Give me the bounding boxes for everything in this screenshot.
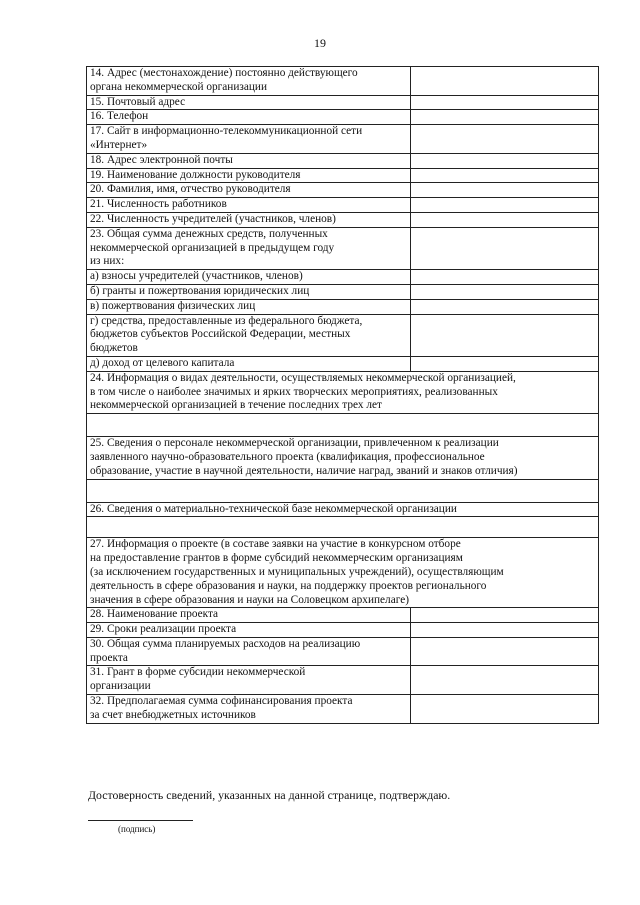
field-value[interactable]	[411, 299, 599, 314]
table-row	[87, 198, 599, 213]
application-form-table	[86, 66, 599, 724]
confirmation-statement: Достоверность сведений, указанных на данной странице, подтверждаю.	[88, 788, 451, 802]
table-row	[87, 95, 599, 110]
table-row	[87, 110, 599, 125]
field-value[interactable]	[411, 110, 599, 125]
field-label: 21. Численность работников	[87, 198, 411, 213]
field-value[interactable]	[411, 608, 599, 623]
field-label: б) гранты и пожертвования юридических лиц	[87, 284, 411, 299]
field-value[interactable]	[411, 270, 599, 285]
field-label: 19. Наименование должности руководителя	[87, 168, 411, 183]
field-label: 32. Предполагаемая сумма софинансирования проекта за счет внебюджетных источников	[87, 695, 411, 724]
field-value[interactable]	[411, 125, 599, 154]
table-row	[87, 371, 599, 413]
section-heading: 27. Информация о проекте (в составе заявки на участие в конкурсном отборе на предоставление грантов в форме субсидий некоммерческим организациям (за исключением государственных и муниципальных учреждений), осуществляющим деятельность в сфере образования и науки, на поддержку проектов регионального значения в сфере образования и науки на Соловецком архипелаге)	[87, 538, 599, 608]
field-value[interactable]	[411, 284, 599, 299]
table-row	[87, 67, 599, 96]
field-label: г) средства, предоставленные из федерального бюджета, бюджетов субъектов Российской Федерации, местных бюджетов	[87, 314, 411, 356]
field-value[interactable]	[411, 183, 599, 198]
field-label: 23. Общая сумма денежных средств, полученных некоммерческой организацией в предыдущем году из них:	[87, 227, 411, 269]
field-value[interactable]	[411, 356, 599, 371]
section-answer-area[interactable]	[87, 414, 599, 437]
field-label: 30. Общая сумма планируемых расходов на реализацию проекта	[87, 637, 411, 666]
section-heading: 26. Сведения о материально-технической базе некоммерческой организации	[87, 502, 599, 517]
section-heading: 25. Сведения о персонале некоммерческой организации, привлеченном к реализации заявленного научно-образовательного проекта (квалификация, профессиональное образование, участие в научной деятельности, наличие наград, званий и знаков отличия)	[87, 437, 599, 479]
field-label: 14. Адрес (местонахождение) постоянно действующего органа некоммерческой организации	[87, 67, 411, 96]
field-value[interactable]	[411, 153, 599, 168]
field-value[interactable]	[411, 95, 599, 110]
field-label: 18. Адрес электронной почты	[87, 153, 411, 168]
table-row	[87, 666, 599, 695]
table-row	[87, 695, 599, 724]
table-row	[87, 538, 599, 608]
field-value[interactable]	[411, 198, 599, 213]
section-heading: 24. Информация о видах деятельности, осуществляемых некоммерческой организацией, в том числе о наиболее значимых и ярких творческих мероприятиях, реализованных некоммерческой организацией в течение последних трех лет	[87, 371, 599, 413]
field-value[interactable]	[411, 168, 599, 183]
signature-line	[88, 820, 193, 821]
table-row	[87, 183, 599, 198]
field-label: а) взносы учредителей (участников, членов)	[87, 270, 411, 285]
field-label: 28. Наименование проекта	[87, 608, 411, 623]
table-row	[87, 637, 599, 666]
field-value[interactable]	[411, 637, 599, 666]
table-row	[87, 356, 599, 371]
field-label: 22. Численность учредителей (участников, членов)	[87, 212, 411, 227]
table-row	[87, 153, 599, 168]
table-row	[87, 299, 599, 314]
field-label: в) пожертвования физических лиц	[87, 299, 411, 314]
field-value[interactable]	[411, 212, 599, 227]
field-value[interactable]	[411, 227, 599, 269]
page-number: 19	[314, 36, 326, 50]
field-label: 31. Грант в форме субсидии некоммерческой организации	[87, 666, 411, 695]
table-row	[87, 270, 599, 285]
table-row	[87, 479, 599, 502]
table-row	[87, 212, 599, 227]
table-row	[87, 168, 599, 183]
table-row	[87, 125, 599, 154]
field-label: 16. Телефон	[87, 110, 411, 125]
field-label: 20. Фамилия, имя, отчество руководителя	[87, 183, 411, 198]
field-label: 15. Почтовый адрес	[87, 95, 411, 110]
section-answer-area[interactable]	[87, 517, 599, 538]
table-row	[87, 314, 599, 356]
field-label: д) доход от целевого капитала	[87, 356, 411, 371]
field-label: 29. Сроки реализации проекта	[87, 623, 411, 638]
field-value[interactable]	[411, 314, 599, 356]
table-row	[87, 284, 599, 299]
field-value[interactable]	[411, 695, 599, 724]
table-row	[87, 414, 599, 437]
table-row	[87, 502, 599, 517]
form-table-body	[87, 67, 599, 724]
table-row	[87, 517, 599, 538]
field-value[interactable]	[411, 623, 599, 638]
section-answer-area[interactable]	[87, 479, 599, 502]
field-value[interactable]	[411, 666, 599, 695]
table-row	[87, 227, 599, 269]
table-row	[87, 437, 599, 479]
field-value[interactable]	[411, 67, 599, 96]
table-row	[87, 608, 599, 623]
field-label: 17. Сайт в информационно-телекоммуникационной сети «Интернет»	[87, 125, 411, 154]
signature-label: (подпись)	[118, 824, 156, 834]
table-row	[87, 623, 599, 638]
